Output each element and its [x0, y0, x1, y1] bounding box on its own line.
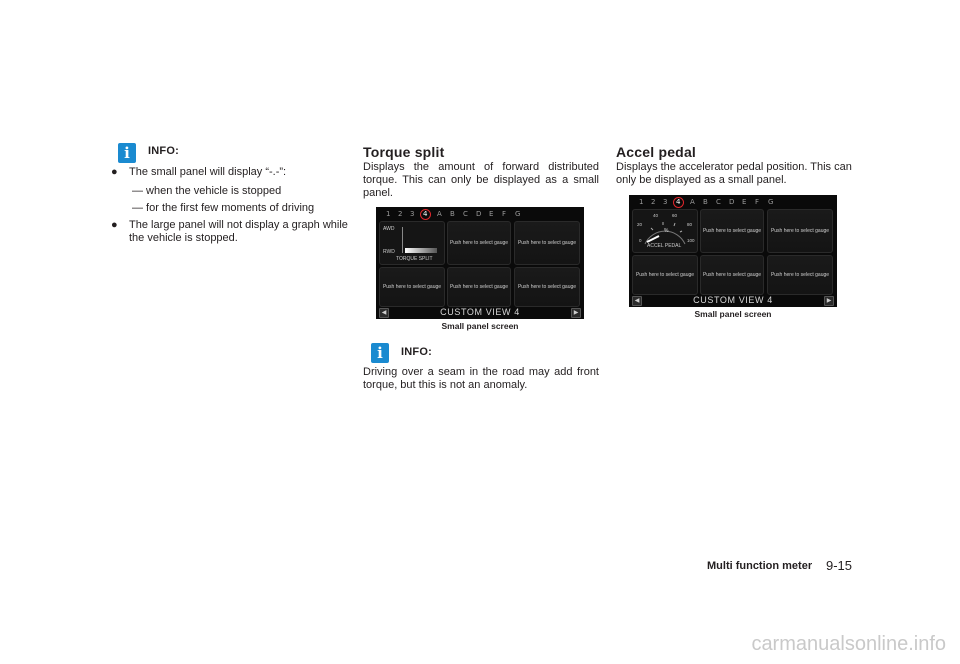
select-gauge-cell[interactable] — [700, 209, 764, 253]
section-heading: Accel pedal — [616, 144, 697, 160]
torque-gauge-cell — [379, 221, 445, 265]
tab: B — [450, 210, 455, 218]
tab: 3 — [410, 210, 415, 218]
right-arrow-icon[interactable]: ▶ — [824, 296, 834, 306]
tab: 1 — [386, 210, 391, 218]
gauge-unit: % — [664, 228, 669, 234]
tab-active: 4 — [423, 210, 428, 218]
left-arrow-icon[interactable]: ◀ — [379, 308, 389, 318]
cell-text: Push here to select gauge — [770, 227, 830, 234]
info-label: INFO: — [401, 346, 432, 358]
tab: A — [437, 210, 442, 218]
select-gauge-cell[interactable] — [767, 255, 833, 295]
screen-caption: Small panel screen — [441, 321, 519, 331]
cell-text: Push here to select gauge — [449, 239, 509, 246]
select-gauge-cell[interactable] — [767, 209, 833, 253]
tab: D — [476, 210, 482, 218]
cell-text: Push here to select gauge — [449, 283, 509, 290]
tab: 3 — [663, 198, 668, 206]
cell-text: Push here to select gauge — [702, 271, 762, 278]
tab: F — [755, 198, 760, 206]
accel-gauge-cell — [632, 209, 698, 253]
footer-section-title: Multi function meter — [707, 560, 813, 572]
gauge-tick: 0 — [639, 238, 642, 243]
bullet-text: The small panel will display “-.-”: — [129, 166, 287, 178]
info-icon: i — [118, 143, 136, 163]
cell-text: Push here to select gauge — [382, 283, 442, 290]
info-label: INFO: — [148, 145, 179, 157]
info-body: Driving over a seam in the road may add front torque, but this is not an anomaly. — [363, 366, 599, 391]
select-gauge-cell[interactable] — [700, 255, 764, 295]
cell-text: Push here to select gauge — [635, 271, 695, 278]
tab: G — [515, 210, 521, 218]
tab: 2 — [651, 198, 656, 206]
sub-item: — when the vehicle is stopped — [132, 185, 282, 197]
gauge-scale — [402, 227, 403, 253]
select-gauge-cell[interactable] — [632, 255, 698, 295]
right-arrow-icon[interactable]: ▶ — [571, 308, 581, 318]
bullet-text: The large panel will not display a graph while the vehicle is stopped. — [129, 219, 348, 244]
tab: F — [502, 210, 507, 218]
left-arrow-icon[interactable]: ◀ — [632, 296, 642, 306]
bullet-dot: ● — [111, 219, 118, 231]
screen-title: CUSTOM VIEW 4 — [693, 295, 773, 305]
select-gauge-cell[interactable] — [447, 221, 511, 265]
gauge-label: TORQUE SPLIT — [396, 256, 433, 262]
tab: E — [489, 210, 494, 218]
section-body: Displays the accelerator pedal position. This can only be displayed as a small panel. — [616, 161, 852, 186]
tab: C — [463, 210, 468, 218]
section-heading: Torque split — [363, 144, 445, 160]
gauge-top-label: AWD — [383, 226, 395, 232]
gauge-tick: 20 — [637, 222, 643, 227]
bullet-dot: ● — [111, 166, 118, 178]
tab: A — [690, 198, 695, 206]
page-number: 9-15 — [826, 558, 853, 573]
tab: D — [729, 198, 735, 206]
tab: 1 — [639, 198, 644, 206]
accel-pedal-screen — [629, 195, 837, 307]
select-gauge-cell[interactable] — [514, 221, 580, 265]
gauge-label: ACCEL PEDAL — [647, 243, 682, 249]
gauge-bottom-label: RWD — [383, 249, 395, 255]
tab: B — [703, 198, 708, 206]
tab: C — [716, 198, 721, 206]
cell-text: Push here to select gauge — [770, 271, 830, 278]
gauge-bar — [405, 248, 437, 253]
tab: G — [768, 198, 774, 206]
sub-item: — for the first few moments of driving — [132, 202, 315, 214]
tab-active: 4 — [676, 198, 681, 206]
gauge-tick: 40 — [653, 213, 659, 218]
tab: 2 — [398, 210, 403, 218]
section-body: Displays the amount of forward distributed torque. This can only be displayed as a small panel. — [363, 161, 599, 199]
select-gauge-cell[interactable] — [447, 267, 511, 307]
gauge-tick: 60 — [672, 213, 678, 218]
watermark: carmanualsonline.info — [751, 633, 946, 655]
cell-text: Push here to select gauge — [517, 239, 577, 246]
cell-text: Push here to select gauge — [517, 283, 577, 290]
info-icon: i — [371, 343, 389, 363]
select-gauge-cell[interactable] — [379, 267, 445, 307]
select-gauge-cell[interactable] — [514, 267, 580, 307]
tab: E — [742, 198, 747, 206]
cell-text: Push here to select gauge — [702, 227, 762, 234]
screen-title: CUSTOM VIEW 4 — [440, 307, 520, 317]
screen-caption: Small panel screen — [694, 309, 772, 319]
torque-split-screen — [376, 207, 584, 319]
gauge-tick: 80 — [687, 222, 693, 227]
gauge-tick: 100 — [687, 238, 695, 243]
